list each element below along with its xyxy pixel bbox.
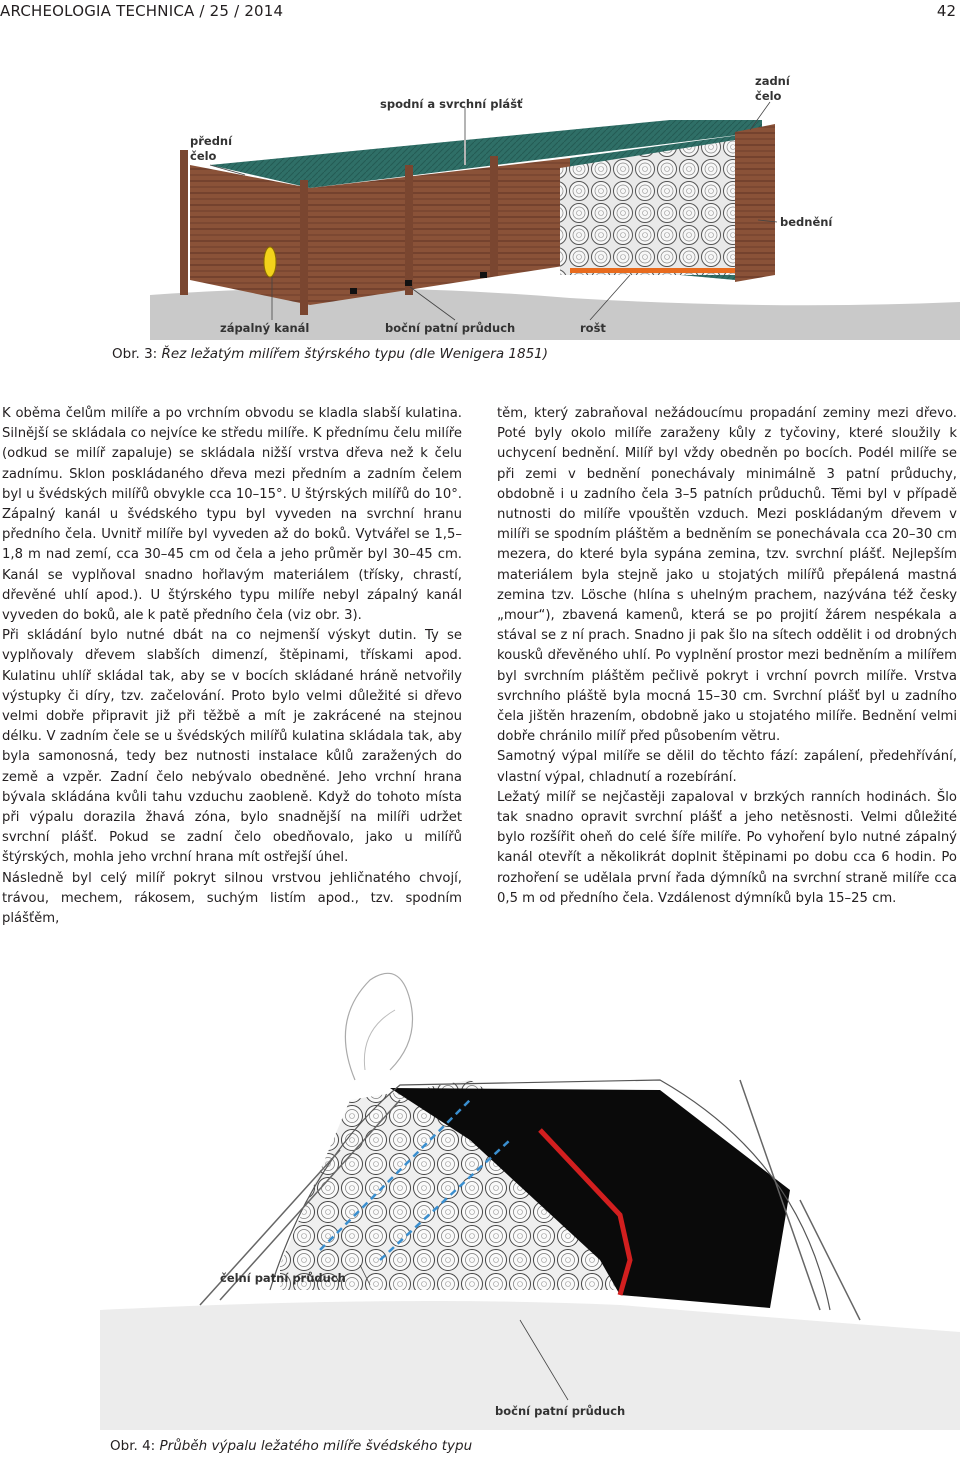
label-side-vent: boční patní průduch [495,1404,626,1418]
label-ignition-channel: zápalný kanál [220,321,310,335]
figure-4-caption [110,1438,472,1454]
running-header [0,0,960,22]
label-shell: spodní a svrchní plášť [380,97,523,111]
label-boarding: bednění [780,215,833,229]
swedish-kiln-drawing [100,960,960,1430]
text-column-right [497,404,957,909]
label-front-vent: čelní patní průduch [220,1271,346,1285]
label-front-line2: čelo [190,149,217,163]
paragraph: Ležatý milíř se nejčastěji zapaloval v brzkých ranních hodinách. Šlo tak snadno opravit svrchní plášť a jeho netěsnosti. Velmi důležité bylo rozšířit oheň do celé šíře milíře. Po vyhoření bylo nutné zápalný kanál otevřít a několikrát doplnit štěpinami po dobu cca 6 hodin. Po rozhoření se udělala první řada dýmníků na svrchní straně milíře cca 0,5 m od předního čela. Vzdálenost dýmníků byla 15–25 cm. [497,789,957,906]
label-front-line1: přední [190,134,233,148]
text-column-left [2,404,462,929]
figure-3-caption [112,346,548,362]
label-back-line1: zadní [755,74,790,88]
paragraph: K oběma čelům milíře a po vrchním obvodu se kladla slabší kulatina. Silnější se skládala co nejvíce ke středu milíře. K přednímu čelu milíře (odkud se milíř zapaluje) se skládala nižší vrstva dřeva než k čelu zadnímu. Sklon poskládaného dřeva mezi předním a zadním čelem byl u švédských milířů obvykle cca 10–15°. U štýrských milířů do 10°. Zápalný kanál u švédského typu byl vyveden na svrchní hranu předního čela. Uvnitř milíře byl vyveden až do boků. Vytvářel se 1,5–1,8 m nad zemí, cca 30–45 cm od čela a jeho průměr byl 30–45 cm. Kanál se vyplňoval snadno hořlavým materiálem (třísky, chrastí, dřevěné uhlí apod.). U štýrského typu milíře nebyl zápalný kanál vyveden do boků, ale k patě předního čela (viz obr. 3). [2,406,462,624]
page-number: 42 [936,2,956,20]
figure-3-caption-prefix: Obr. 3: [112,346,162,362]
label-back-line2: čelo [755,89,782,103]
figure-4-caption-text: Průběh výpalu ležatého milíře švédského typu [159,1438,473,1454]
paragraph: Samotný výpal milíře se dělil do těchto fází: zapálení, předehřívání, vlastní výpal, chladnutí a rozebírání. [497,749,957,785]
figure-4-illustration [100,960,960,1430]
paragraph: Následně byl celý milíř pokryt silnou vrstvou jehličnatého chvojí, trávou, mechem, rákosem, suchým listím apod., tzv. spodním plášťěm, [2,870,462,927]
figure-4-caption-prefix: Obr. 4: [110,1438,160,1454]
paragraph: těm, který zabraňoval nežádoucímu propadání zeminy mezi dřevo. Poté byly okolo milíře zaraženy kůly z tyčoviny, které sloužily k uchycení bednění. Milíř byl vždy obedněn po bocích. Podél milíře se při zemi v bednění ponechávaly minimálně 3 patní průduchy, obdobně i u zadního čela 3–5 patních průduchů. Těmi byl v případě nutnosti do milíře vpouštěn vzduch. Mezi poskládaným dřevem v milíři se spodním pláštěm a bedněním se ponechávala cca 20–30 cm mezera, do které byla sypána zemina, tzv. svrchní plášť. Nejlepším materiálem byla stejně jako u stojatých milířů přepálená mastná zemina tzv. Lösche (hlína s uhelným prachem, nazývána též česky „mour“), zbavená kamenů, která se po projití žárem nespékala a stával se z ní prach. Snadno ji pak šlo na sítech oddělit i od drobných kousků dřevěného uhlí. Po vyplnění prostor mezi bedněním a milířem byl svrchním pláštěm pečlivě pokryt i vrchní povrch milíře. Vrstva svrchního pláště byla mocná 15–30 cm. Svrchní plášť byl u zadního čela jištěn hrazením, obdobně jako u stojatého milíře. Bednění velmi dobře chránilo milíř před působením větru. [497,406,957,745]
figure-3-illustration [150,70,960,340]
figure-3-caption-text: Řez ležatým milířem štýrského typu (dle Wenigera 1851) [161,346,549,362]
journal-title: ARCHEOLOGIA TECHNICA / 25 / 2014 [0,2,284,20]
label-side-vents: boční patní průduch [385,321,516,335]
paragraph: Při skládání bylo nutné dbát na co nejmenší výskyt dutin. Ty se vyplňovaly dřevem slabších dimenzí, štěpinami, třískami apod. Kulatinu uhlíř skládal tak, aby se v bocích skládané hráně netvořily výstupky či díry, tzv. začelování. Proto bylo velmi důležité si dřevo velmi dobře připravit již při těžbě a mít je zakrácené na stejnou délku. V zadním čele se u švédských milířů kulatina skládala tak, aby byla samonosná, tedy bez nutnosti instalace kůlů zaražených do země a vzpěr. Zadní čelo nebývalo obedněné. Jeho vrchní hrana bývala skládána kvůli tahu vzduchu zaobleně. Když do tohoto místa při výpalu dorazila žhavá zóna, bylo snadnější na milíři udržet svrchní plášť. Pokud se zadní čelo obedňovalo, jako u milířů štýrských, mohla jeho vrchní hrana mít ostřejší úhel. [2,628,462,866]
label-grate: rošt [580,321,606,335]
kiln-cross-section-drawing [150,70,960,340]
